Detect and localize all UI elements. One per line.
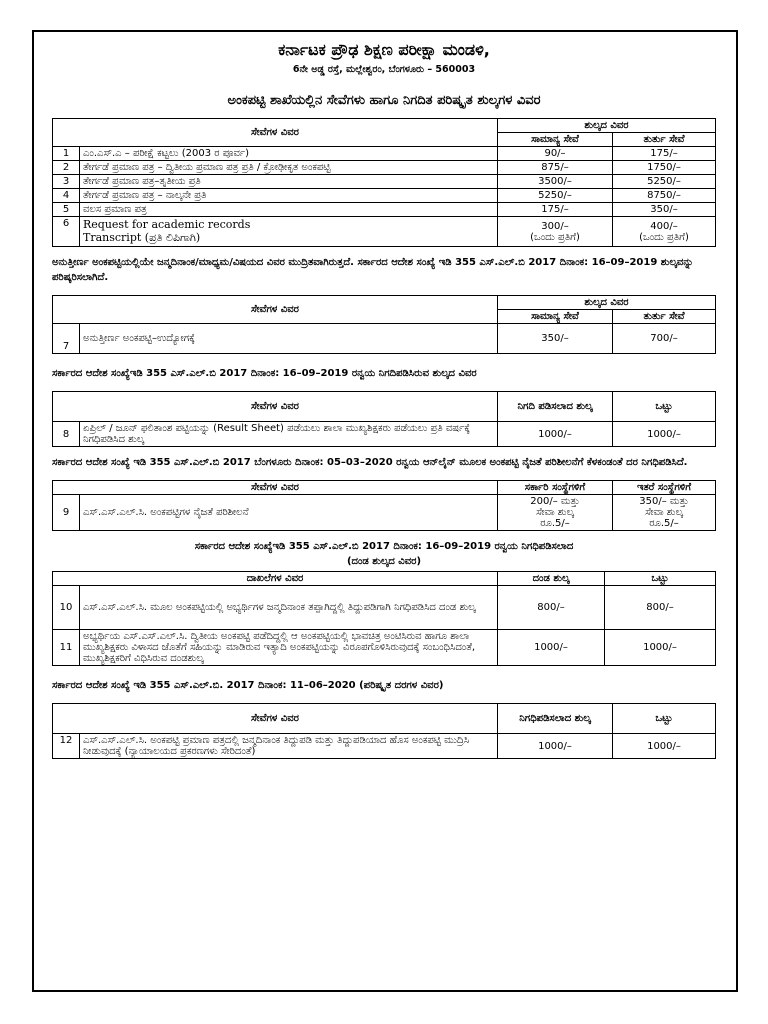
table-row: 3 ತೇರ್ಗಡೆ ಪ್ರಮಾಣ ಪತ್ರ–ತೃತೀಯ ಪ್ರತಿ 3500/– 5250/– — [53, 175, 716, 189]
table-row: 11 ಅಭ್ಯರ್ಥಿಯ ಎಸ್.ಎಸ್.ಎಲ್.ಸಿ. ದ್ವಿತೀಯ ಅಂಕಪಟ್ಟಿ ಪಡೆದಿದ್ದಲ್ಲಿ ಆ ಅಂಕಪಟ್ಟಿಯಲ್ಲಿ ಭಾವಚಿತ್ರ ಅಂಟಿಸಿರುವ ಹಾಗೂ ಶಾಲಾ ಮುಖ್ಯಶಿಕ್ಷಕರು ವಿಳಾಸದ ಜೊತೆಗೆ ಸಹಿಯನ್ನು ಮಾಡಿರುವ ಇತ್ಯಾದಿ ಅಂಕಪಟ್ಟಿಯನ್ನು ವಿರೂಪಗೊಳಿಸಿರುವುದಕ್ಕೆ ಸಂಬಂಧಿಸಿದಂತೆ, ಮುಖ್ಯಶಿಕ್ಷಕರಿಗೆ ವಿಧಿಸಿರುವ ದಂಡಶುಲ್ಕ 1000/– 1000/– — [53, 630, 716, 666]
fee-table-6: ಸೇವೆಗಳ ವಿವರ ನಿಗಧಿಪಡಿಸಲಾದ ಶುಲ್ಕ ಒಟ್ಟು 12 ಎಸ್.ಎಸ್.ಎಲ್.ಸಿ. ಅಂಕಪಟ್ಟಿ ಪ್ರಮಾಣ ಪತ್ರದಲ್ಲಿ ಜನ್ಮದಿನಾಂಕ ತಿದ್ದುಪಡಿ ಮತ್ತು ತಿದ್ದುಪಡಿಯಾದ ಹೊಸ ಅಂಕಪಟ್ಟಿ ಮುದ್ರಿಸಿ ನೀಡುವುದಕ್ಕೆ (ನ್ಯಾಯಾಲಯದ ಪ್ರಕರಣಗಳು ಸೇರಿದಂತೆ) 1000/– 1000/– — [52, 703, 716, 759]
document-subtitle: ಅಂಕಪಟ್ಟಿ ಶಾಖೆಯಲ್ಲಿನ ಸೇವೆಗಳು ಹಾಗೂ ನಿಗದಿತ ಪರಿಷ್ಕೃತ ಶುಲ್ಕಗಳ ವಿವರ — [227, 93, 541, 108]
note-3: ಸರ್ಕಾರದ ಆದೇಶ ಸಂಖ್ಯೆ ಇಡಿ 355 ಎಸ್.ಎಲ್.ಬಿ 2017 ಬೆಂಗಳೂರು ದಿನಾಂಕ: 05–03–2020 ರನ್ವಯ ಆನ್‌ಲೈನ್ ಮೂಲಕ ಅಂಕಪಟ್ಟಿ ನೈಜತೆ ಪರಿಶೀಲನೆಗೆ ಕೆಳಕಂಡಂತೆ ದರ ನಿಗಧಿಪಡಿಸಿದೆ. — [52, 457, 688, 468]
table-row: 9 ಎಸ್.ಎಸ್.ಎಲ್.ಸಿ. ಅಂಕಪಟ್ಟಿಗಳ ನೈಜತೆ ಪರಿಶೀಲನೆ 200/– ಮತ್ತು ಸೇವಾ ಶುಲ್ಕ ರೂ.5/– 350/– ಮತ್ತು ಸೇವಾ ಶುಲ್ಕ ರೂ.5/– — [53, 495, 716, 531]
col-service: ಸೇವೆಗಳ ವಿವರ — [53, 119, 498, 147]
table-row: 2 ತೇರ್ಗಡೆ ಪ್ರಮಾಣ ಪತ್ರ – ದ್ವಿತೀಯ ಪ್ರಮಾಣ ಪತ್ರ ಪ್ರತಿ / ಕ್ರೋಢೀಕೃತ ಅಂಕಪಟ್ಟಿ 875/– 1750/– — [53, 161, 716, 175]
fee-table-4: ಸೇವೆಗಳ ವಿವರ ಸರ್ಕಾರಿ ಸಂಸ್ಥೆಗಳಿಗೆ ಇತರೆ ಸಂಸ್ಥೆಗಳಿಗೆ 9 ಎಸ್.ಎಸ್.ಎಲ್.ಸಿ. ಅಂಕಪಟ್ಟಿಗಳ ನೈಜತೆ ಪರಿಶೀಲನೆ 200/– ಮತ್ತು ಸೇವಾ ಶುಲ್ಕ ರೂ.5/– 350/– ಮತ್ತು ಸೇವಾ ಶುಲ್ಕ ರೂ.5/– — [52, 480, 716, 531]
table-row: 4 ತೇರ್ಗಡೆ ಪ್ರಮಾಣ ಪತ್ರ – ನಾಲ್ಕನೇ ಪ್ರತಿ 5250/– 8750/– — [53, 189, 716, 203]
table-row: 1 ಎಂ.ಎಸ್.ಎ – ಪರೀಕ್ಷೆ ಕಟ್ಟಲು (2003 ರ ಪೂರ್ವ) 90/– 175/– — [53, 147, 716, 161]
table-row: 6 Request for academic records Transcript (ಪ್ರತಿ ಲಿಪಿಗಾಗಿ) 300/– (ಒಂದು ಪ್ರತಿಗೆ) 400/– (ಒಂದು ಪ್ರತಿಗೆ) — [53, 217, 716, 247]
note-1: ಅನುತ್ತೀರ್ಣ ಅಂಕಪಟ್ಟಿಯಲ್ಲಿಯೇ ಜನ್ಮದಿನಾಂಕ/ಮಾಧ್ಯಮ/ವಿಷಯದ ವಿವರ ಮುದ್ರಿತವಾಗಿರುತ್ತದೆ. ಸರ್ಕಾರದ ಆದೇಶ ಸಂಖ್ಯೆ ಇಡಿ 355 ಎಸ್.ಎಲ್.ಬಿ 2017 ದಿನಾಂಕ: 16–09–2019 ಶುಲ್ಕವನ್ನು ಪರಿಷ್ಕರಿಸಲಾಗಿದೆ. — [52, 257, 694, 283]
board-address: 6ನೇ ಅಡ್ಡ ರಸ್ತೆ, ಮಲ್ಲೇಶ್ವರಂ, ಬೆಂಗಳೂರು – 560003 — [292, 64, 476, 75]
note-5: ಸರ್ಕಾರದ ಆದೇಶ ಸಂಖ್ಯೆ ಇಡಿ 355 ಎಸ್.ಎಲ್.ಬಿ. 2017 ದಿನಾಂಕ: 11–06–2020 (ಪರಿಷ್ಕೃತ ದರಗಳ ವಿವರ) — [52, 680, 444, 691]
fee-table-3: ಸೇವೆಗಳ ವಿವರ ನಿಗದಿ ಪಡಿಸಲಾದ ಶುಲ್ಕ ಒಟ್ಟು 8 ಏಪ್ರಿಲ್ / ಜೂನ್ ಫಲಿತಾಂಶ ಪಟ್ಟಿಯನ್ನು (Result Sheet) ಪಡೆಯಲು ಶಾಲಾ ಮುಖ್ಯಶಿಕ್ಷಕರು ಪಡೆಯಲು ಪ್ರತಿ ವರ್ಷಕ್ಕೆ ನಿಗಧಿಪಡಿಸಿದ ಶುಲ್ಕ 1000/– 1000/– — [52, 391, 716, 447]
col-urgent: ತುರ್ತು ಸೇವೆ — [613, 133, 716, 147]
fee-table-1 — [52, 118, 716, 247]
table-row: 7 ಅನುತ್ತೀರ್ಣ ಅಂಕಪಟ್ಟಿ–ಉದ್ಯೋಗಕ್ಕೆ 350/– 700/– — [53, 324, 716, 354]
col-normal: ಸಾಮಾನ್ಯ ಸೇವೆ — [498, 133, 613, 147]
col-fee: ಶುಲ್ಕದ ವಿವರ — [498, 119, 716, 133]
fine-table: ದಾಖಲೆಗಳ ವಿವರ ದಂಡ ಶುಲ್ಕ ಒಟ್ಟು 10 ಎಸ್.ಎಸ್.ಎಲ್.ಸಿ. ಮೂಲ ಅಂಕಪಟ್ಟಿಯಲ್ಲಿ ಅಭ್ಯರ್ಥಿಗಳ ಜನ್ಮದಿನಾಂಕ ತಪ್ಪಾಗಿದ್ದಲ್ಲಿ ತಿದ್ದುಪಡಿಗಾಗಿ ನಿಗಧಿಪಡಿಸಿದ ದಂಡ ಶುಲ್ಕ 800/– 800/– 11 ಅಭ್ಯರ್ಥಿಯ ಎಸ್.ಎಸ್.ಎಲ್.ಸಿ. ದ್ವಿತೀಯ ಅಂಕಪಟ್ಟಿ ಪಡೆದಿದ್ದಲ್ಲಿ ಆ ಅಂಕಪಟ್ಟಿಯಲ್ಲಿ ಭಾವಚಿತ್ರ ಅಂಟಿಸಿರುವ ಹಾಗೂ ಶಾಲಾ ಮುಖ್ಯಶಿಕ್ಷಕರು ವಿಳಾಸದ ಜೊತೆಗೆ ಸಹಿಯನ್ನು ಮಾಡಿರುವ ಇತ್ಯಾದಿ ಅಂಕಪಟ್ಟಿಯನ್ನು ವಿರೂಪಗೊಳಿಸಿರುವುದಕ್ಕೆ ಸಂಬಂಧಿಸಿದಂತೆ, ಮುಖ್ಯಶಿಕ್ಷಕರಿಗೆ ವಿಧಿಸಿರುವ ದಂಡಶುಲ್ಕ 1000/– 1000/– — [52, 571, 716, 666]
table-row: 12 ಎಸ್.ಎಸ್.ಎಲ್.ಸಿ. ಅಂಕಪಟ್ಟಿ ಪ್ರಮಾಣ ಪತ್ರದಲ್ಲಿ ಜನ್ಮದಿನಾಂಕ ತಿದ್ದುಪಡಿ ಮತ್ತು ತಿದ್ದುಪಡಿಯಾದ ಹೊಸ ಅಂಕಪಟ್ಟಿ ಮುದ್ರಿಸಿ ನೀಡುವುದಕ್ಕೆ (ನ್ಯಾಯಾಲಯದ ಪ್ರಕರಣಗಳು ಸೇರಿದಂತೆ) 1000/– 1000/– — [53, 734, 716, 759]
table-row: 5 ವಲಸ ಪ್ರಮಾಣ ಪತ್ರ 175/– 350/– — [53, 203, 716, 217]
table-row: 8 ಏಪ್ರಿಲ್ / ಜೂನ್ ಫಲಿತಾಂಶ ಪಟ್ಟಿಯನ್ನು (Result Sheet) ಪಡೆಯಲು ಶಾಲಾ ಮುಖ್ಯಶಿಕ್ಷಕರು ಪಡೆಯಲು ಪ್ರತಿ ವರ್ಷಕ್ಕೆ ನಿಗಧಿಪಡಿಸಿದ ಶುಲ್ಕ 1000/– 1000/– — [53, 422, 716, 447]
table-row: 10 ಎಸ್.ಎಸ್.ಎಲ್.ಸಿ. ಮೂಲ ಅಂಕಪಟ್ಟಿಯಲ್ಲಿ ಅಭ್ಯರ್ಥಿಗಳ ಜನ್ಮದಿನಾಂಕ ತಪ್ಪಾಗಿದ್ದಲ್ಲಿ ತಿದ್ದುಪಡಿಗಾಗಿ ನಿಗಧಿಪಡಿಸಿದ ದಂಡ ಶುಲ್ಕ 800/– 800/– — [53, 586, 716, 630]
note-2: ಸರ್ಕಾರದ ಆದೇಶ ಸಂಖ್ಯೆಇಡಿ 355 ಎಸ್.ಎಲ್.ಬಿ 2017 ದಿನಾಂಕ: 16–09–2019 ರನ್ವಯ ನಿಗದಿಪಡಿಸಿರುವ ಶುಲ್ಕದ ವಿವರ — [52, 368, 477, 379]
document-body — [52, 38, 716, 759]
board-title: ಕರ್ನಾಟಕ ಪ್ರೌಢ ಶಿಕ್ಷಣ ಪರೀಕ್ಷಾ ಮಂಡಳಿ, — [278, 40, 490, 59]
fee-table-2: ಸೇವೆಗಳ ವಿವರ ಶುಲ್ಕದ ವಿವರ ಸಾಮಾನ್ಯ ಸೇವೆ ತುರ್ತು ಸೇವೆ 7 ಅನುತ್ತೀರ್ಣ ಅಂಕಪಟ್ಟಿ–ಉದ್ಯೋಗಕ್ಕೆ 350/– 700/– — [52, 295, 716, 354]
note-4: ಸರ್ಕಾರದ ಆದೇಶ ಸಂಖ್ಯೆಇಡಿ 355 ಎಸ್.ಎಲ್.ಬಿ 2017 ದಿನಾಂಕ: 16–09–2019 ರನ್ವಯ ನಿಗಧಿಪಡಿಸಲಾದ (ದಂಡ ಶುಲ್ಕದ ವಿವರ) — [194, 541, 574, 567]
